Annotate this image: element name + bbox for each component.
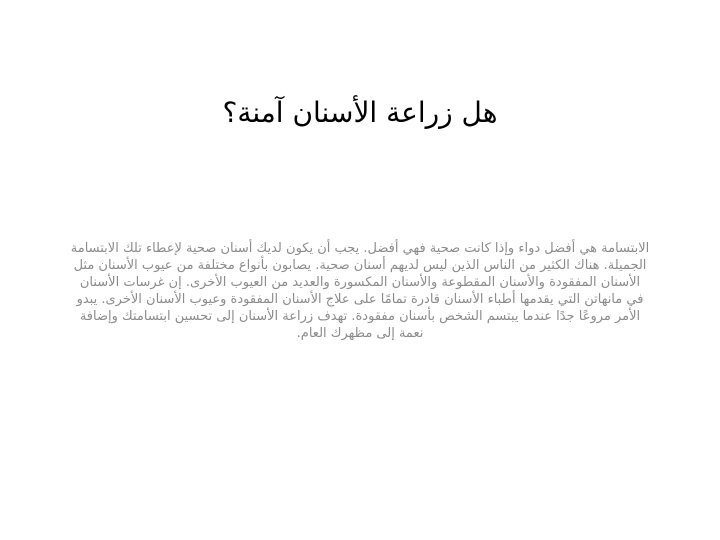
slide-body-text: الابتسامة هي أفضل دواء وإذا كانت صحية فهي أفضل. يجب أن يكون لديك أسنان صحية لإعطاء تلك الابتسامة الجميلة. هناك الكثير من الناس الذين ليس لديهم أسنان صحية. يصابون بأنواع مختلفة من عيوب الأسنان مثل الأسنان المفقودة والأسنان المقطوعة والأسنان المكسورة والعديد من العيوب الأخرى. إن غرسات الأسنان في مانهاتن التي يقدمها أطباء الأسنان قادرة تمامًا على علاج الأسنان المفقودة وعيوب الأسنان الأخرى. يبدو الأمر مروعًا جدًا عندما يبتسم الشخص بأسنان مفقودة. تهدف زراعة الأسنان إلى تحسين ابتسامتك وإضافة نعمة إلى مظهرك العام. <box>70 241 650 341</box>
slide-title: هل زراعة الأسنان آمنة؟ <box>222 96 498 129</box>
